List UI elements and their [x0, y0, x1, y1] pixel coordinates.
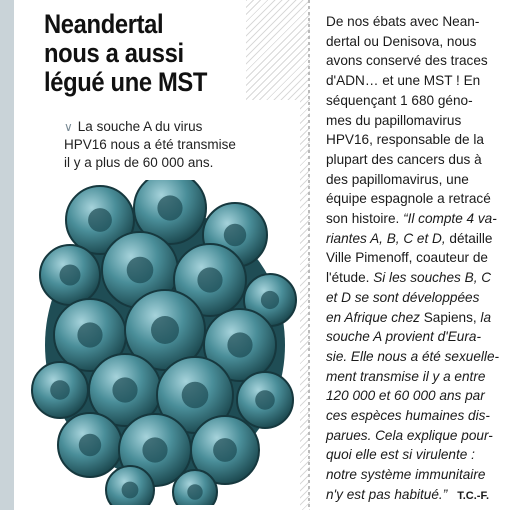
capsomere-core [187, 484, 202, 499]
article-text: n'y est pas habitué.” [326, 486, 448, 502]
article-body [326, 12, 521, 507]
left-accent-bar [0, 0, 14, 510]
capsomere-core [60, 265, 81, 286]
article-line [326, 150, 521, 170]
article-text: et D se sont développées [326, 289, 480, 305]
article-text: Ville Pimenoff, coauteur de [326, 250, 488, 266]
article-line [326, 130, 521, 150]
caption-line: il y a plus de 60 000 ans. [64, 155, 214, 170]
capsomere-core [151, 316, 179, 344]
article-line [326, 248, 521, 268]
article-line [326, 308, 521, 328]
article-text: Sapiens, [419, 309, 477, 325]
capsomere-core [142, 437, 167, 462]
article-line [326, 268, 521, 288]
article-line [326, 91, 521, 111]
article-line [326, 426, 521, 446]
article-text: son histoire. [326, 211, 404, 227]
article-text: séquençant 1 680 géno- [326, 92, 473, 108]
article-line [326, 288, 521, 308]
article-text: sie. Elle nous a été sexuelle- [326, 348, 500, 364]
image-caption [64, 118, 274, 172]
article-text: avons conservé des traces [326, 53, 488, 69]
article-text: riantes A, B, C et D, [326, 230, 446, 246]
capsomere-core [79, 434, 101, 456]
caption-chevron-icon: ∨ [64, 120, 73, 134]
capsomere-core [255, 390, 275, 410]
article-text: ment transmise il y a entre [326, 368, 486, 384]
capsomere-core [77, 322, 102, 347]
article-text: 120 000 et 60 000 ans par [326, 388, 485, 404]
article-line [326, 71, 521, 91]
column-divider [308, 0, 310, 510]
article-line [326, 209, 521, 229]
article-line [326, 229, 521, 249]
article-text: d'ADN… et une MST ! En [326, 73, 481, 89]
article-line [326, 51, 521, 71]
headline-line: légué une MST [44, 67, 208, 97]
article-text: De nos ébats avec Nean- [326, 14, 480, 29]
article-text: quoi elle est si virulente : [326, 447, 475, 463]
capsomere-group [32, 180, 296, 505]
article-line [326, 327, 521, 347]
article-line [326, 367, 521, 387]
headline-line: nous a aussi [44, 38, 184, 68]
article-line [326, 12, 521, 32]
capsomere-core [157, 195, 182, 220]
capsomere-core [182, 382, 209, 409]
capsomere-core [88, 208, 112, 232]
caption-line: HPV16 nous a été transmise [64, 137, 236, 152]
article-text: “Il compte 4 va- [403, 211, 497, 227]
article-text: la [476, 309, 492, 325]
article-line [326, 485, 521, 507]
article-line [326, 111, 521, 131]
headline-line: Neandertal [44, 9, 164, 39]
article-text: en Afrique chez [326, 309, 420, 325]
article-line [326, 465, 521, 485]
hpv-virus-illustration [30, 180, 300, 505]
article-text: détaille [445, 230, 493, 246]
article-text: HPV16, responsable de la [326, 132, 484, 148]
article-line [326, 445, 521, 465]
capsomere-core [213, 438, 237, 462]
article-text: notre système immunitaire [326, 467, 486, 483]
capsomere-core [224, 224, 246, 246]
article-line [326, 170, 521, 190]
capsomere-core [112, 377, 137, 402]
article-line [326, 32, 521, 52]
article-text: l'étude. [326, 270, 370, 286]
article-line [326, 189, 521, 209]
capsomere-core [127, 257, 154, 284]
article-line [326, 347, 521, 367]
capsomere-core [197, 267, 222, 292]
headline [44, 10, 238, 97]
capsomere-core [227, 332, 252, 357]
author-signature: T.C.-F. [457, 489, 490, 502]
article-text: Si les souches B, C [369, 270, 492, 286]
article-text: équipe espagnole a retracé [326, 191, 491, 207]
article-text: dertal ou Denisova, nous [326, 33, 477, 49]
article-text: plupart des cancers dus à [326, 151, 482, 167]
article-text: souche A provient d'Eura- [326, 329, 481, 345]
caption-line: ∨ La souche A du virus [64, 119, 203, 134]
article-text: parues. Cela explique pour- [326, 427, 493, 443]
article-line [326, 386, 521, 406]
capsomere-core [122, 482, 139, 499]
article-text: mes du papillomavirus [326, 112, 462, 128]
capsomere-core [50, 380, 70, 400]
article-text: ces espèces humaines dis- [326, 408, 490, 424]
article-line [326, 406, 521, 426]
article-text: des papillomavirus, une [326, 171, 469, 187]
capsomere-core [261, 291, 279, 309]
